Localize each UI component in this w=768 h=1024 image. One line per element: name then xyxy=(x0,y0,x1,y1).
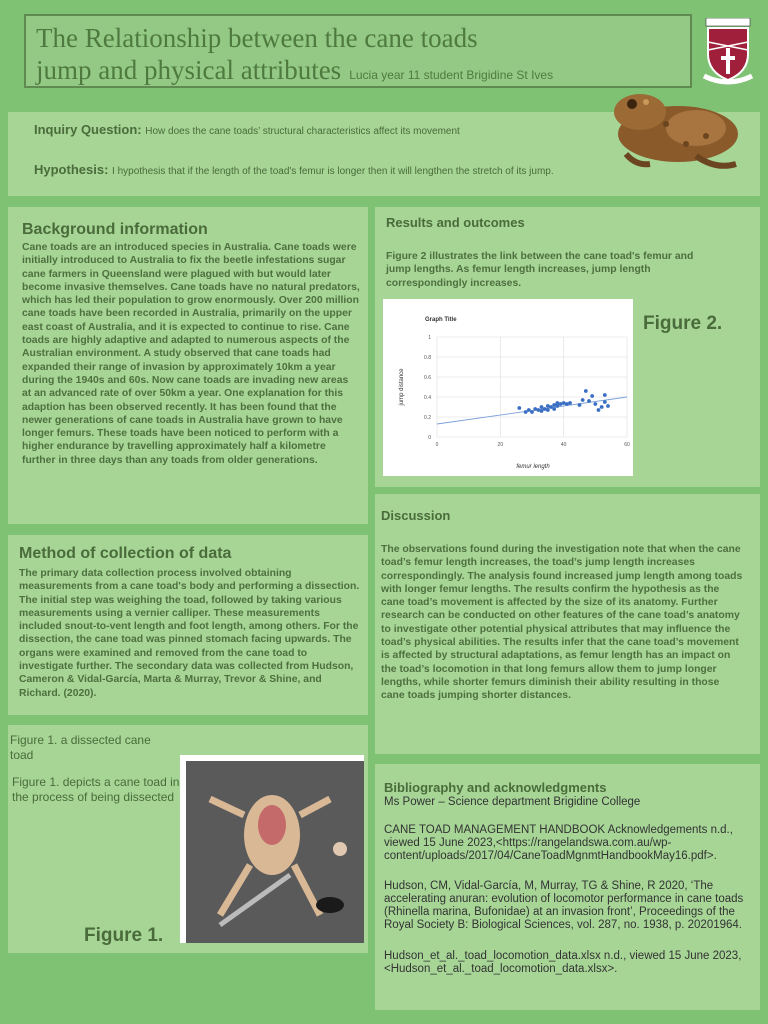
y-tick-label: 1 xyxy=(428,335,431,341)
acknowledgement-text: Ms Power – Science department Brigidine College xyxy=(384,796,641,808)
y-tick-label: 0 xyxy=(428,435,431,441)
background-text: Cane toads are an introduced species in Australia. Cane toads were initially introduced to Australia to fix the beetle infestations sugar cane farmers in Queensland were plagued with but would later become invasive themselves. Cane toads have no natural predators, which has led their population to grow enormously. Over 200 million cane toads have been recorded in Australia, primarily on the upper east coast of Australia, and it is expected to continue to rise. Cane toads are highly adaptive and adapted to numerous aspects of the Australian environment. A study observed that cane toads had expanded their range of invasion by approximately 10km a year during the 1940s and 60s. Now cane toads are invading new areas at an advanced rate of over 50km a year. One explanation for this adaption has been observed recently. It has been found that the newer generations of cane toads in Australia have grown to have longer femurs. These toads have been noticed to perform with a higher endurance by travelling approximately half a kilometre further in three days than any toads from older generations. xyxy=(22,242,360,466)
inquiry-question-text: How does the cane toads’ structural characteristics affect its movement xyxy=(145,126,460,137)
data-point xyxy=(524,410,528,414)
data-point xyxy=(540,405,544,409)
y-tick-label: 0.8 xyxy=(424,355,431,361)
data-point xyxy=(517,406,521,410)
method-text: The primary data collection process involved obtaining measurements from a cane toad's body and performing a dissection. The initial step was weighing the toad, followed by taking various measurements using a vernier calliper. These measurements included snout-to-vent length and foot length, among others. For the dissection, the cane toad was pinned stomach facing upwards. The organs were examined and removed from the cane toad to investigate further. The secondary data was collected from Hudson, Cameron & Vidal-García, Marta & Murray, Trevor & Shine, and Richard. (2020). xyxy=(19,568,360,699)
data-point xyxy=(530,410,534,414)
data-point xyxy=(603,400,607,404)
bibliography-heading: Bibliography and acknowledgments xyxy=(384,780,607,795)
results-heading: Results and outcomes xyxy=(386,215,525,230)
x-tick-label: 60 xyxy=(624,442,630,448)
y-tick-label: 0.2 xyxy=(424,415,431,421)
data-point xyxy=(540,409,544,413)
chart-xlabel: femur length xyxy=(516,464,550,470)
data-point xyxy=(603,393,607,397)
reference-1: CANE TOAD MANAGEMENT HANDBOOK Acknowledgements n.d., viewed 15 June 2023,<https://rangelandswa.com.au/wp-content/uploads/2017/04/CaneToadMgnmtHandbookMay16.pdf>. xyxy=(384,824,733,862)
title-line-2: jump and physical attributes xyxy=(36,55,342,85)
poster-title xyxy=(36,22,686,91)
inquiry-question xyxy=(34,122,460,137)
hypothesis-text: I hypothesis that if the length of the toad's femur is longer then it will lengthen the stretch of its jump. xyxy=(112,166,554,177)
x-tick-label: 0 xyxy=(435,442,439,448)
chart-ylabel: jump distance xyxy=(399,368,405,406)
results-panel xyxy=(375,207,760,487)
discussion-heading: Discussion xyxy=(381,508,451,523)
results-text: Figure 2 illustrates the link between the cane toad's femur and jump lengths. As femur length increases, jump length correspondingly increases. xyxy=(386,251,694,289)
discussion-text: The observations found during the investigation note that when the cane toad’s femur length increases, the toad’s jump length increases correspondingly. The analysis found increased jump length among toads with longer femur lengths. The results confirm the hypothesis as the cane toad’s movement is affected by the size of its anatomy. Further research can be conducted on other features of the cane toad’s anatomy to investigate other potential physical attributes that may influence the toad’s physical abilities. The results infer that the cane toad’s movement is affected by structural adaptations, as femur length has an impact on the toad’s locomotion in that long femurs allow them to jump longer lengths, while shorter femurs diminish their ability resulting in those cane toads jumping shorter distances. xyxy=(381,544,743,702)
method-heading: Method of collection of data xyxy=(19,545,232,562)
reference-3: Hudson_et_al._toad_locomotion_data.xlsx n.d., viewed 15 June 2023, <Hudson_et_al._toad_locomotion_data.xlsx>. xyxy=(384,950,742,975)
data-point xyxy=(552,407,556,411)
reference-2: Hudson, CM, Vidal-García, M, Murray, TG & Shine, R 2020, ‘The accelerating anuran: evolution of locomotor performance in cane toads (Rhinella marina, Bufonidae) at an invasion front’, Proceedings of the Royal Society B: Biological Sciences, vol. 287, no. 1938, p. 20201964. xyxy=(384,880,744,931)
chart-title: Graph Title xyxy=(425,317,457,323)
data-point xyxy=(549,405,553,409)
background-heading: Background information xyxy=(22,221,208,238)
data-point xyxy=(555,404,559,408)
discussion-panel xyxy=(375,494,760,754)
data-point xyxy=(606,404,610,408)
figure1-caption-text: Figure 1. depicts a cane toad in the process of being dissected xyxy=(12,775,180,804)
x-tick-label: 20 xyxy=(497,442,504,448)
method-panel xyxy=(8,535,368,715)
hypothesis xyxy=(34,162,554,177)
background-panel xyxy=(8,207,368,524)
data-point xyxy=(546,408,550,412)
title-line-1: The Relationship between the cane toads xyxy=(36,23,478,53)
cane-toad-image xyxy=(606,84,746,170)
bibliography-panel xyxy=(375,764,760,1010)
data-point xyxy=(581,398,585,402)
scatter-chart xyxy=(383,299,633,476)
data-point xyxy=(584,389,588,393)
data-point xyxy=(590,394,594,398)
figure1-caption-title: Figure 1. a dissected cane toad xyxy=(10,733,151,762)
data-point xyxy=(597,408,601,412)
data-point xyxy=(587,399,591,403)
inquiry-question-label: Inquiry Question: xyxy=(34,122,142,137)
data-point xyxy=(578,403,582,407)
data-point xyxy=(600,405,604,409)
x-tick-label: 40 xyxy=(560,442,567,448)
dissected-toad-photo xyxy=(180,755,364,943)
figure1-label: Figure 1. xyxy=(84,925,164,946)
figure1-panel xyxy=(8,725,368,953)
title-banner xyxy=(24,14,692,88)
data-point xyxy=(593,402,597,406)
figure2-label: Figure 2. xyxy=(643,313,723,334)
data-point xyxy=(568,401,572,405)
y-tick-label: 0.4 xyxy=(424,395,431,401)
y-tick-label: 0.6 xyxy=(424,375,431,381)
school-crest-logo xyxy=(700,18,756,86)
data-point xyxy=(527,408,531,412)
author-line: Lucia year 11 student Brigidine St Ives xyxy=(349,68,554,82)
hypothesis-label: Hypothesis: xyxy=(34,162,109,177)
